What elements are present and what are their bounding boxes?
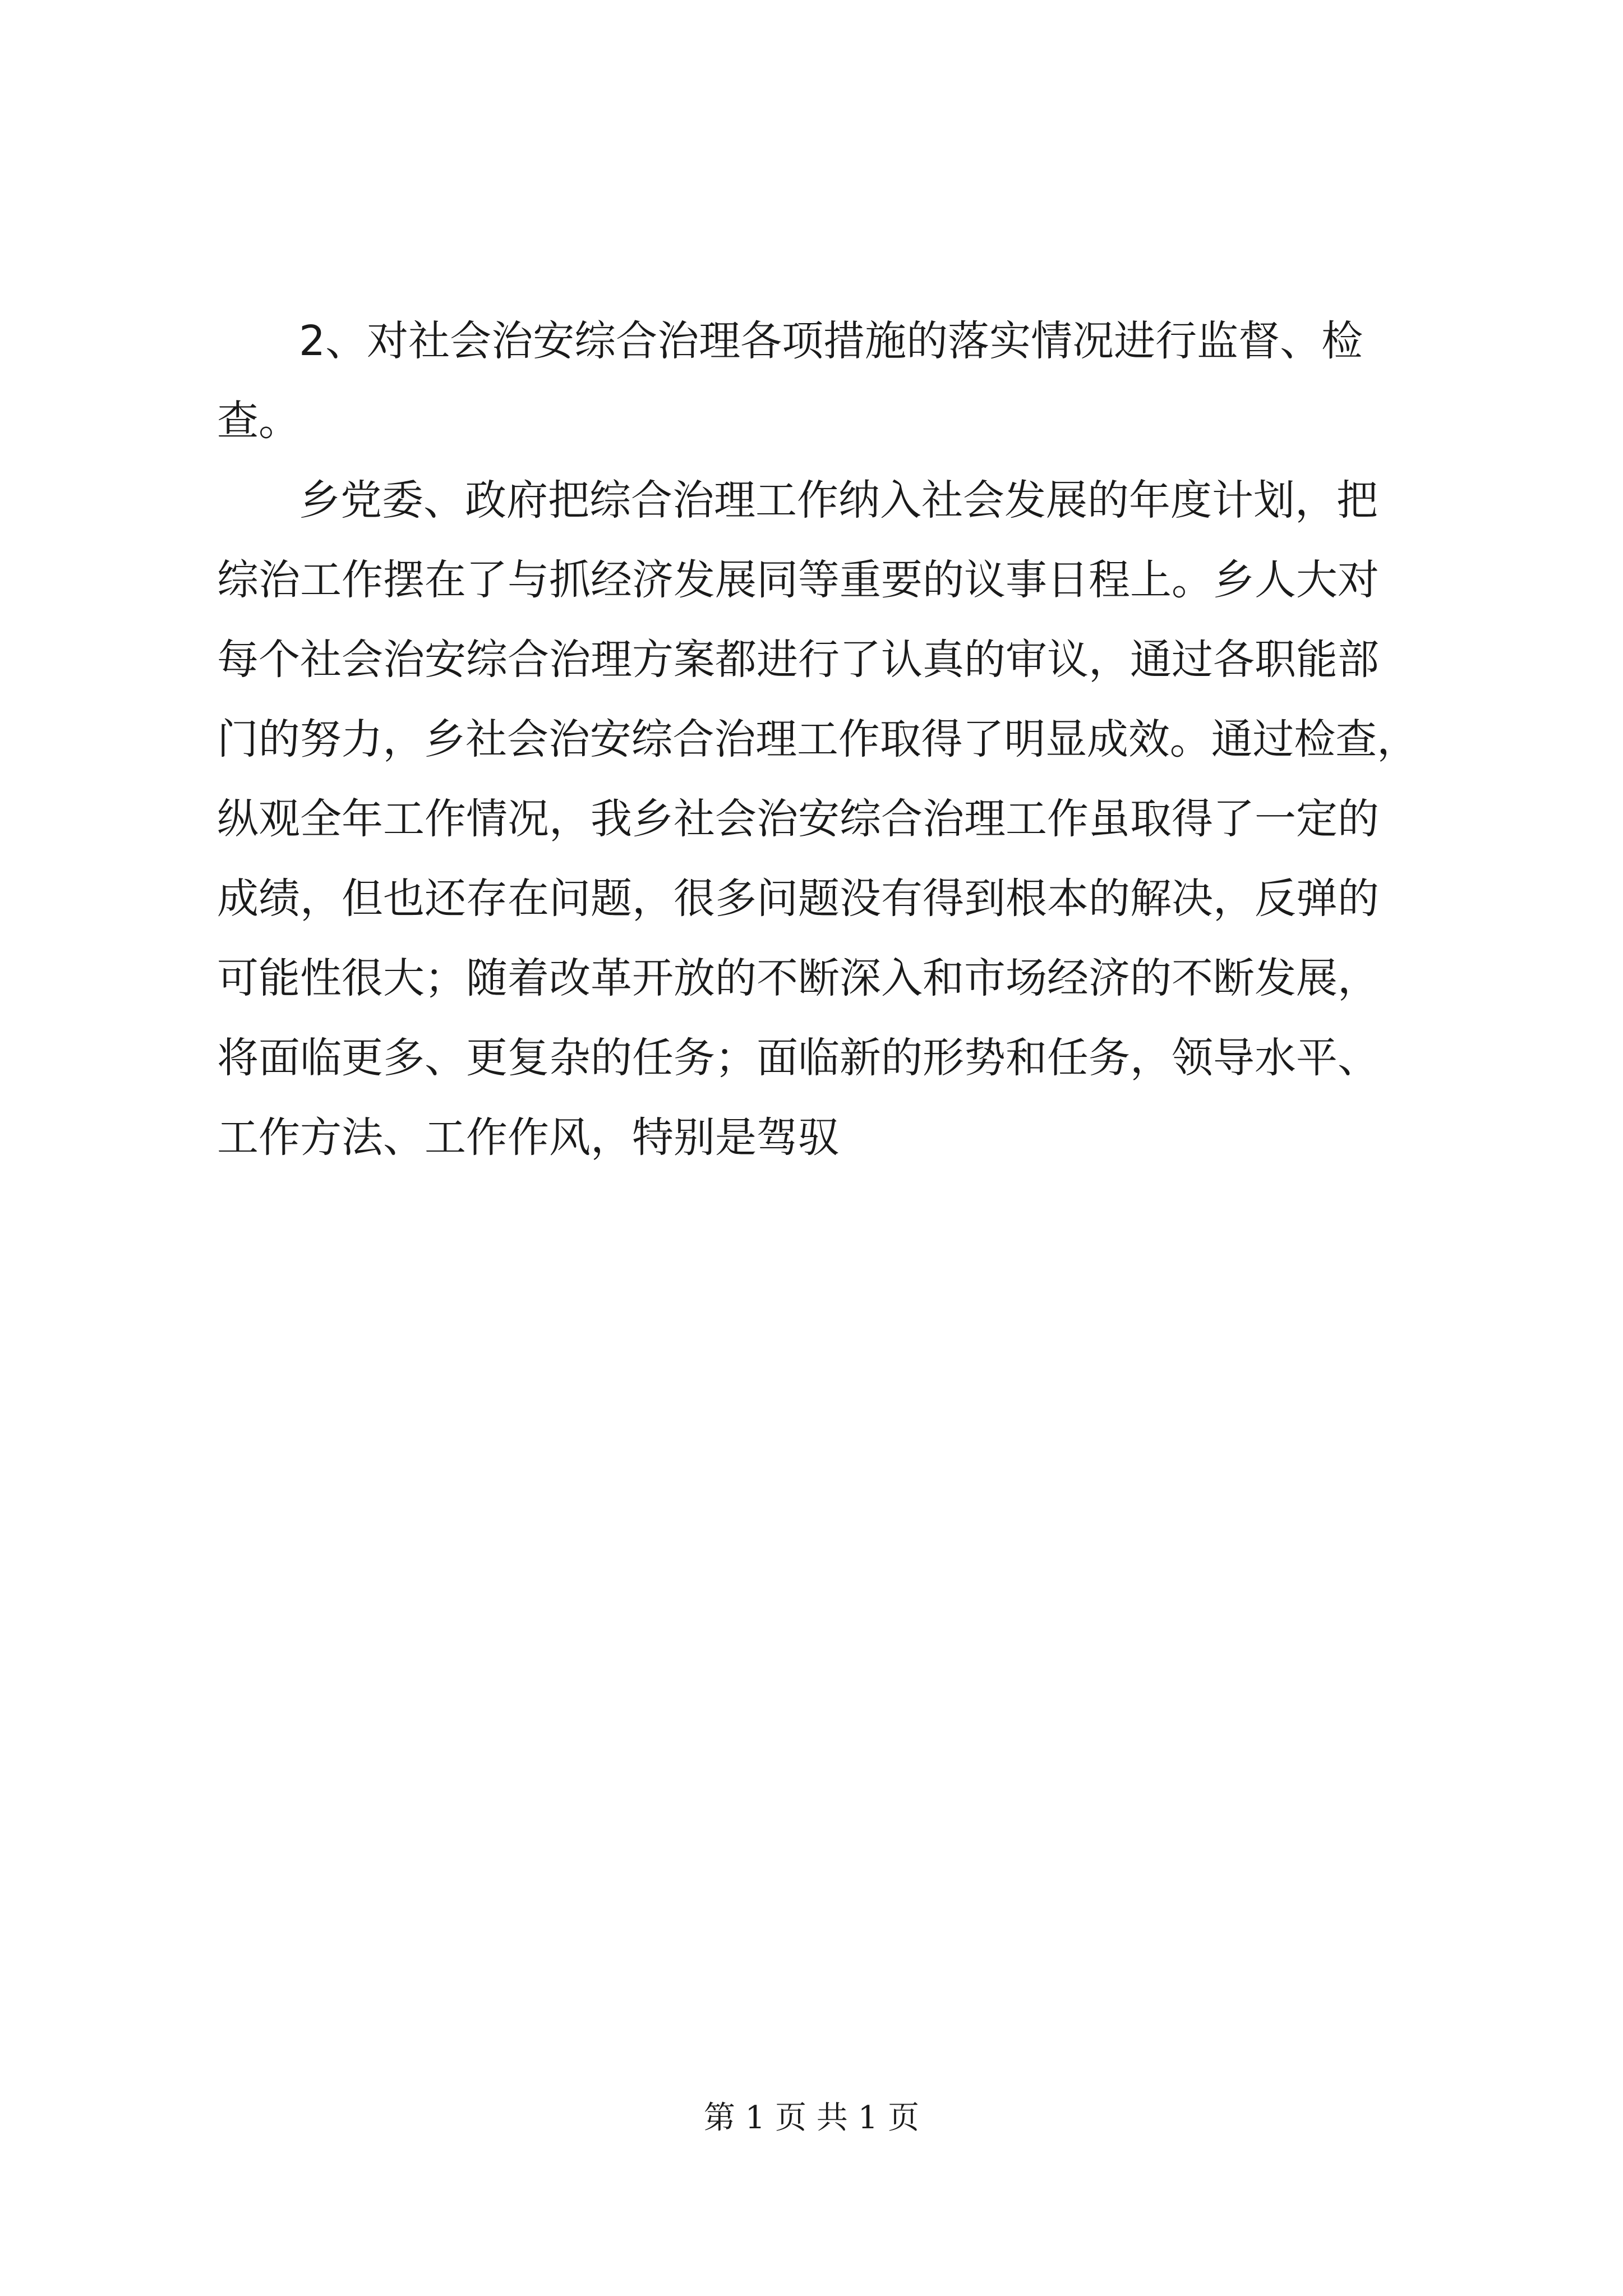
paragraph-1-line-2: 查。 [217,397,300,445]
paragraph-2-line-5: 纵观全年工作情况，我乡社会治安综合治理工作虽取得了一定的 [217,795,1379,843]
paragraph-2-line-3: 每个社会治安综合治理方案都进行了认真的审议，通过各职能部 [217,636,1379,684]
paragraph-2-line-7: 可能性很大；随着改革开放的不断深入和市场经济的不断发展， [217,954,1379,1002]
paragraph-2-line-2: 综治工作摆在了与抓经济发展同等重要的议事日程上。乡人大对 [217,556,1379,604]
paragraph-2-line-8: 将面临更多、更复杂的任务；面临新的形势和任务，领导水平、 [217,1034,1379,1082]
paragraph-2-line-1: 乡党委、政府把综合治理工作纳入社会发展的年度计划，把 [299,476,1378,524]
paragraph-2-line-4: 门的努力，乡社会治安综合治理工作取得了明显成效。通过检查， [217,715,1418,763]
paragraph-2-line-6: 成绩，但也还存在问题，很多问题没有得到根本的解决，反弹的 [217,875,1379,923]
paragraph-2-line-9: 工作方法、工作作风，特别是驾驭 [217,1114,840,1162]
page-footer: 第 1 页 共 1 页 [703,2100,920,2136]
paragraph-1-line-1: 2、对社会治安综合治理各项措施的落实情况进行监督、检 [299,317,1363,365]
